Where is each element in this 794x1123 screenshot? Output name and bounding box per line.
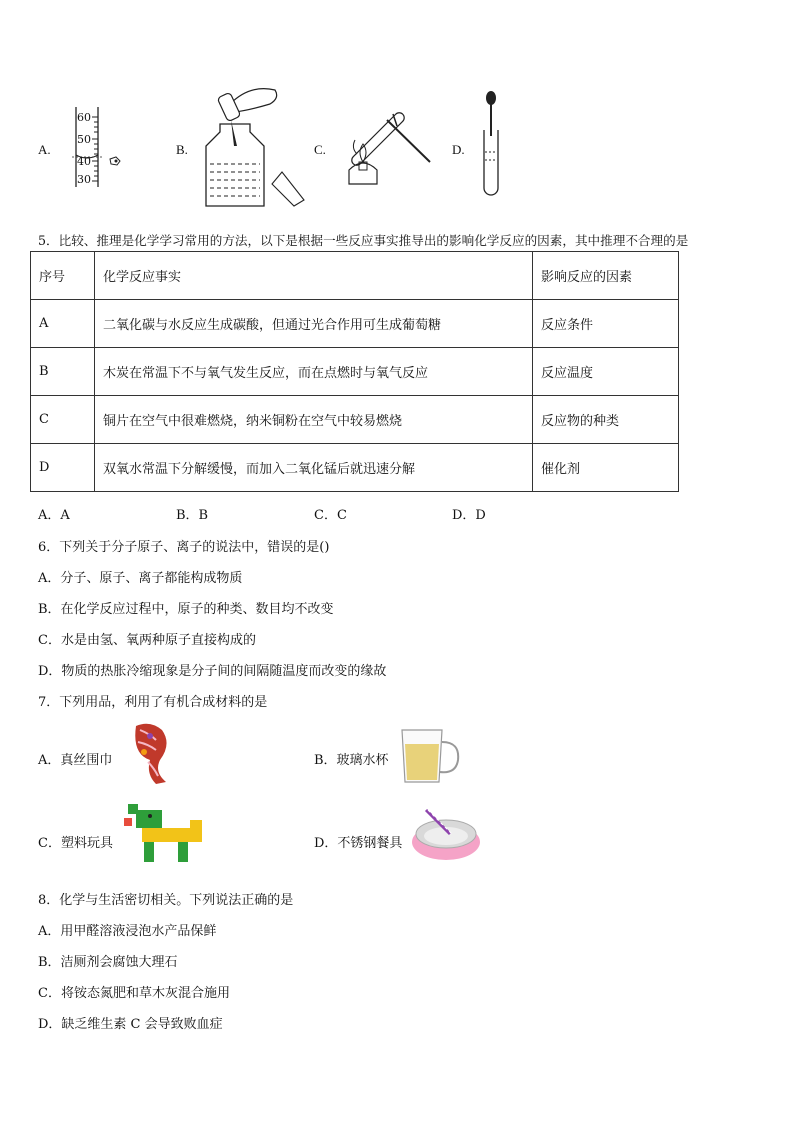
header-id: 序号	[31, 252, 95, 300]
q6-option-b[interactable]: B．在化学反应过程中，原子的种类、数目均不改变	[38, 602, 334, 617]
row-factor: 反应物的种类	[533, 396, 679, 444]
silk-scarf-image	[126, 722, 174, 784]
pouring-bottle-figure	[200, 84, 305, 209]
glass-cup-image	[398, 726, 464, 788]
q6-option-d[interactable]: D．物质的热胀冷缩现象是分子间的间隔随温度而改变的缘故	[38, 664, 387, 679]
q4-option-a-label[interactable]: A.	[38, 142, 51, 157]
q5-reaction-table	[30, 251, 679, 492]
scale-label-40: 40	[77, 155, 91, 168]
table-header-row	[31, 252, 679, 300]
header-factor: 影响反应的因素	[533, 252, 679, 300]
row-factor: 反应条件	[533, 300, 679, 348]
q8-option-b[interactable]: B．洁厕剂会腐蚀大理石	[38, 955, 178, 970]
table-row	[31, 348, 679, 396]
q6-option-c[interactable]: C．水是由氢、氧两种原子直接构成的	[38, 633, 256, 648]
q7-option-c[interactable]: C．塑料玩具	[38, 836, 113, 851]
q8-stem: 8．化学与生活密切相关。下列说法正确的是	[38, 893, 294, 908]
q8-option-c[interactable]: C．将铵态氮肥和草木灰混合施用	[38, 986, 230, 1001]
q6-stem: 6．下列关于分子原子、离子的说法中，错误的是()	[38, 540, 330, 555]
row-factor: 反应温度	[533, 348, 679, 396]
q5-choice-b[interactable]: B．B	[176, 508, 209, 523]
q5-choice-c[interactable]: C．C	[314, 508, 347, 523]
q7-option-d[interactable]: D．不锈钢餐具	[314, 836, 403, 851]
scale-label-30: 30	[77, 173, 91, 186]
row-fact: 木炭在常温下不与氧气发生反应，而在点燃时与氧气反应	[95, 348, 533, 396]
q8-option-d[interactable]: D．缺乏维生素 C 会导致败血症	[38, 1017, 223, 1032]
q4-option-c-label[interactable]: C.	[314, 142, 326, 157]
q8-option-a[interactable]: A．用甲醛溶液浸泡水产品保鲜	[38, 924, 217, 939]
q4-option-d-label[interactable]: D.	[452, 142, 465, 157]
table-row	[31, 444, 679, 492]
heating-tube-figure	[335, 100, 435, 200]
row-fact: 二氧化碳与水反应生成碳酸，但通过光合作用可生成葡萄糖	[95, 300, 533, 348]
steel-bowl-image	[410, 806, 484, 866]
plastic-toy-image	[120, 802, 210, 874]
table-row	[31, 396, 679, 444]
row-factor: 催化剂	[533, 444, 679, 492]
table-row	[31, 300, 679, 348]
q5-choice-d[interactable]: D．D	[452, 508, 486, 523]
header-fact: 化学反应事实	[95, 252, 533, 300]
row-id: B	[31, 348, 95, 396]
q4-option-b-label[interactable]: B.	[176, 142, 188, 157]
scale-label-50: 50	[77, 133, 91, 146]
q7-stem: 7．下列用品，利用了有机合成材料的是	[38, 695, 268, 710]
row-id: C	[31, 396, 95, 444]
row-fact: 铜片在空气中很难燃烧，纳米铜粉在空气中较易燃烧	[95, 396, 533, 444]
q7-option-a[interactable]: A．真丝围巾	[38, 753, 113, 768]
scale-label-60: 60	[77, 111, 91, 124]
q5-choice-a[interactable]: A．A	[38, 508, 70, 523]
row-id: D	[31, 444, 95, 492]
dropper-tube-figure	[476, 90, 506, 200]
q6-option-a[interactable]: A．分子、原子、离子都能构成物质	[38, 571, 243, 586]
row-fact: 双氧水常温下分解缓慢，而加入二氧化锰后就迅速分解	[95, 444, 533, 492]
q5-stem: 5．比较、推理是化学学习常用的方法，以下是根据一些反应事实推导出的影响化学反应的因素，其中推理不合理的是	[38, 233, 689, 248]
q7-option-b[interactable]: B．玻璃水杯	[314, 753, 389, 768]
row-id: A	[31, 300, 95, 348]
